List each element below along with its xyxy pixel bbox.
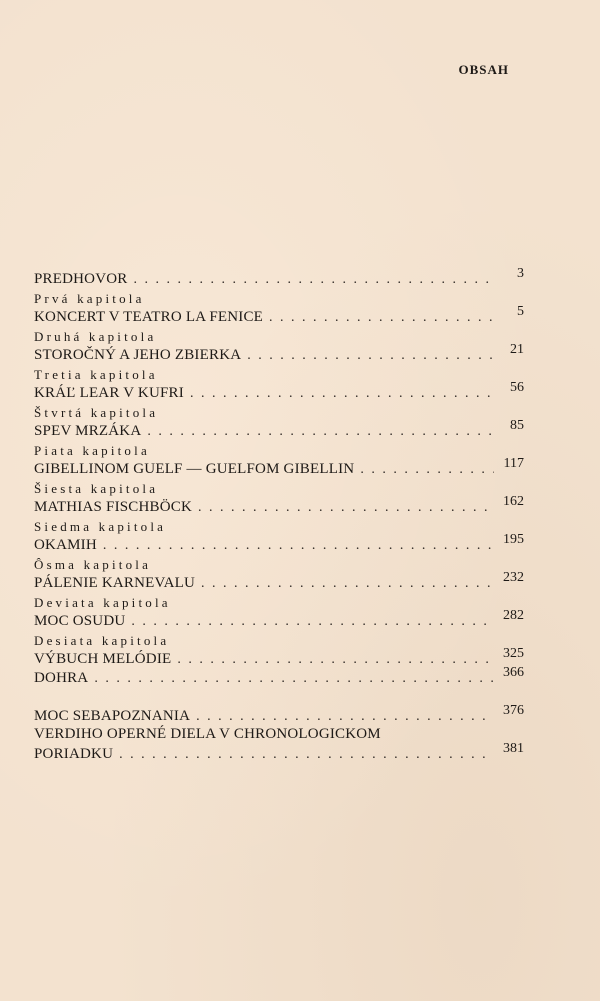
dot-leader [198,498,494,517]
toc-page-number: 5 [517,304,524,319]
toc-page-number: 21 [510,342,524,357]
toc-chapter [34,327,524,365]
toc-page-number: 162 [503,494,524,509]
toc-page-number: 85 [510,418,524,433]
toc-entry-moc-sebapoznania [34,703,524,726]
toc-entry-title: MOC OSUDU [34,613,126,629]
chapter-kicker: Prvá kapitola [34,291,145,306]
toc-page-number: 56 [510,380,524,395]
dot-leader [177,650,494,669]
dot-leader [133,270,494,289]
dot-leader [131,612,494,631]
toc-entry-predhovor [34,266,524,289]
dot-leader [196,707,494,726]
chapter-kicker: Piata kapitola [34,443,150,458]
toc-chapter [34,555,524,593]
chapter-kicker: Deviata kapitola [34,595,171,610]
toc-entry-title: SPEV MRZÁKA [34,423,142,439]
table-of-contents [34,266,524,764]
toc-chapter [34,289,524,327]
toc-chapter [34,593,524,631]
toc-chapter [34,365,524,403]
toc-page-number: 232 [503,570,524,585]
toc-entry-dohra [34,665,524,688]
dot-leader [147,422,494,441]
toc-entry-title: GIBELLINOM GUELF — GUELFOM GIBELLIN [34,461,355,477]
chapter-kicker: Tretia kapitola [34,367,158,382]
toc-entry-verdiho [34,726,524,764]
chapter-kicker: Siedma kapitola [34,519,167,534]
dot-leader [103,536,494,555]
toc-page-number: 117 [503,456,524,471]
toc-chapter [34,631,524,669]
toc-chapter [34,441,524,479]
dot-leader [94,669,494,688]
chapter-kicker: Druhá kapitola [34,329,157,344]
toc-entry-title: DOHRA [34,670,89,686]
toc-chapter [34,517,524,555]
toc-entry-title: VÝBUCH MELÓDIE [34,651,172,667]
dot-leader [360,460,494,479]
toc-page-number: 195 [503,532,524,547]
dot-leader [247,346,494,365]
toc-page-number: 381 [503,741,524,756]
toc-page-number: 376 [503,703,524,718]
chapter-kicker: Desiata kapitola [34,633,170,648]
running-head: OBSAH [458,62,509,77]
dot-leader [269,308,494,327]
toc-page-number: 366 [503,665,524,680]
dot-leader [190,384,494,403]
toc-entry-title: KRÁĽ LEAR V KUFRI [34,385,184,401]
toc-chapter [34,479,524,517]
toc-entry-title-line1: VERDIHO OPERNÉ DIELA V CHRONOLOGICKOM [34,726,381,742]
chapter-kicker: Štvrtá kapitola [34,405,159,420]
toc-gap [34,688,524,707]
chapter-kicker: Šiesta kapitola [34,481,159,496]
toc-entry-title-line2: PORIADKU [34,746,114,762]
toc-page-number: 325 [503,646,524,661]
toc-entry-title: MOC SEBAPOZNANIA [34,708,191,724]
dot-leader [201,574,494,593]
chapter-kicker: Ôsma kapitola [34,557,152,572]
toc-entry-title: PREDHOVOR [34,271,128,287]
toc-page-number: 282 [503,608,524,623]
toc-chapter [34,403,524,441]
toc-entry-title: KONCERT V TEATRO LA FENICE [34,309,264,325]
toc-entry-title: STOROČNÝ A JEHO ZBIERKA [34,347,242,363]
toc-entry-title: OKAMIH [34,537,97,553]
dot-leader [119,745,494,764]
toc-page-number: 3 [517,266,524,281]
toc-entry-title: MATHIAS FISCHBÖCK [34,499,193,515]
toc-entry-title: PÁLENIE KARNEVALU [34,575,196,591]
